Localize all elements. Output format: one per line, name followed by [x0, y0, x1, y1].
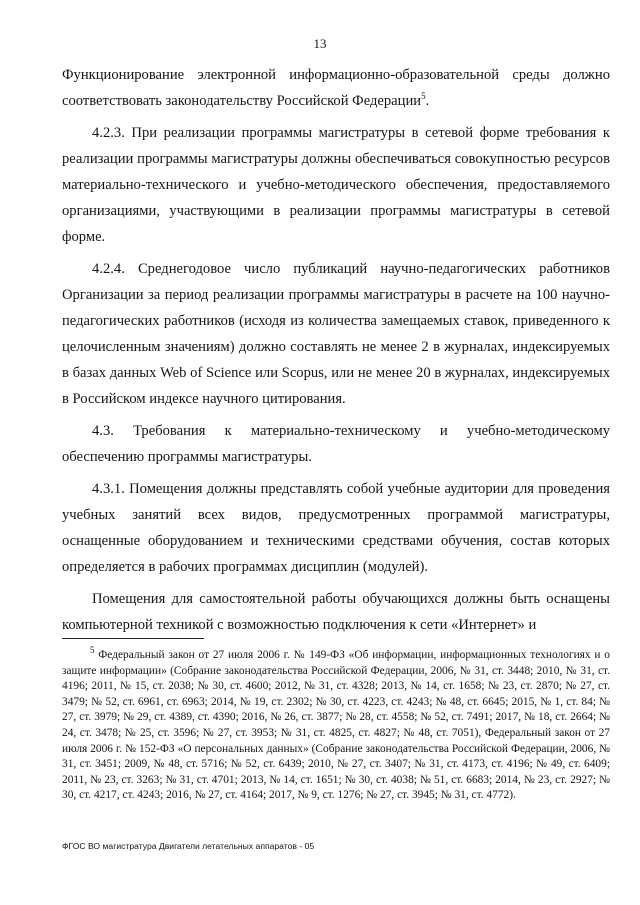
paragraph-4-3: 4.3. Требования к материально-техническому и учебно-методическому обеспечению программы магистратуры. [62, 423, 610, 465]
paragraph-self-study-rooms: Помещения для самостоятельной работы обучающихся должны быть оснащены компьютерной техникой с возможностью подключения к сети «Интернет» и [62, 591, 610, 633]
footnote-text: Федеральный закон от 27 июля 2006 г. № 149-ФЗ «Об информации, информационных технологиях и о защите информации» (Собрание законодательства Российской Федерации, 2006, № 31, ст. 3448; 2010, № 31, ст. 4196; 2011, № 15, ст. 2038; № 30, ст. 4600; 2012, № 31, ст. 4328; 2013, № 14, ст. 1658; № 23, ст. 2870; № 27, ст. 3479; № 52, ст. 6961, ст. 6963; 2014, № 19, ст. 2302; № 30, ст. 4223, ст. 4243; № 48, ст. 6645; 2015, № 1, ст. 84; № 27, ст. 3979; № 29, ст. 4389, ст. 4390; 2016, № 26, ст. 3877; № 28, ст. 4558; № 52, ст. 7491; 2017, № 18, ст. 2664; № 24, ст. 3478; № 25, ст. 3596; № 27, ст. 3953; № 31, ст. 4825, ст. 4827; № 48, ст. 7051), Федеральный закон от 27 июля 2006 г. № 152-ФЗ «О персональных данных» (Собрание законодательства Российской Федерации, 2006, № 31, ст. 3451; 2009, № 48, ст. 5716; № 52, ст. 6439; 2010, № 27, ст. 3407; № 31, ст. 4173, ст. 4196; № 49, ст. 6409; 2011, № 23, ст. 3263; № 31, ст. 4701; 2013, № 14, ст. 1651; № 30, ст. 4038; № 51, ст. 6683; 2014, № 23, ст. 2927; № 30, ст. 4217, ст. 4243; 2016, № 27, ст. 4164; 2017, № 9, ст. 1276; № 27, ст. 3945; № 31, ст. 4772). [62, 649, 610, 802]
paragraph-4-2-4: 4.2.4. Среднегодовое число публикаций научно-педагогических работников Организации за период реализации программы магистратуры в расчете на 100 научно-педагогических работников (исходя из количества замещаемых ставок, приведенного к целочисленным значениям) должно составлять не менее 2 в журналах, индексируемых в базах данных Web of Science или Scopus, или не менее 20 в журналах, индексируемых в Российском индексе научного цитирования. [62, 261, 610, 407]
footnote [62, 645, 610, 804]
footnote-reference: 5 [421, 91, 426, 102]
paragraph-continuation [62, 62, 610, 114]
paragraph-4-2-3: 4.2.3. При реализации программы магистратуры в сетевой форме требования к реализации программы магистратуры должны обеспечиваться совокупностью ресурсов материально-технического и учебно-методического обеспечения, предоставляемого организациями, участвующими в реализации программы магистратуры в сетевой форме. [62, 125, 610, 245]
page-number: 13 [313, 36, 327, 51]
footnote-divider [62, 638, 204, 639]
footnote-marker: 5 [90, 645, 95, 656]
body-text [62, 62, 610, 638]
paragraph-end-punctuation: . [425, 93, 430, 109]
document-footer: ФГОС ВО магистратура Двигатели летательных аппаратов - 05 [62, 841, 315, 851]
paragraph-4-3-1: 4.3.1. Помещения должны представлять собой учебные аудитории для проведения учебных занятий всех видов, предусмотренных программой магистратуры, оснащенные оборудованием и техническими средствами обучения, состав которых определяется в рабочих программах дисциплин (модулей). [62, 481, 610, 575]
paragraph-text: Функционирование электронной информационно-образовательной среды должно соответствовать законодательству Российской Федерации [62, 67, 610, 109]
